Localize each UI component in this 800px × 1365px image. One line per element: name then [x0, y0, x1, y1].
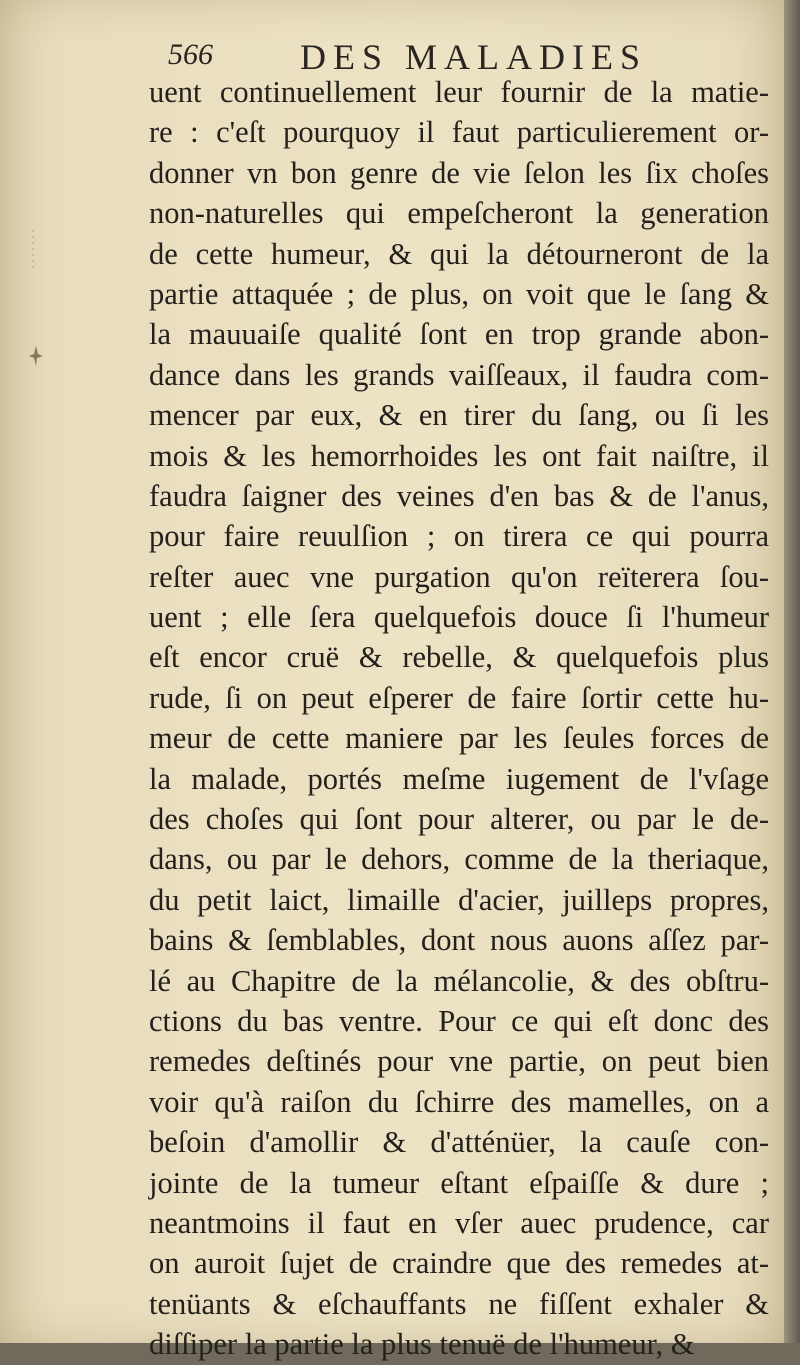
- text-line: voir qu'à raiſon du ſchirre des mamelles, on a: [149, 1084, 769, 1119]
- running-head: DES MALADIES: [300, 37, 648, 77]
- text-line: la mauuaiſe qualité ſont en trop grande abon-: [149, 317, 769, 352]
- text-line: remedes deſtinés pour vne partie, on peut bien: [149, 1044, 769, 1079]
- text-line: jointe de la tumeur eſtant eſpaiſſe & dure ;: [149, 1165, 769, 1200]
- book-gutter-edge: [784, 0, 800, 1343]
- text-line: on auroit ſujet de craindre que des remedes at-: [149, 1246, 769, 1281]
- text-line: uent continuellement leur fournir de la matie-: [149, 75, 769, 109]
- body-text: [149, 72, 769, 1365]
- text-line: diſſiper la partie la plus tenuë de l'humeur, &: [149, 1327, 695, 1362]
- text-line: lé au Chapitre de la mélancolie, & des obſtru-: [149, 963, 769, 998]
- text-line: ctions du bas ventre. Pour ce qui eſt donc des: [149, 1003, 769, 1038]
- text-line: neantmoins il faut en vſer auec prudence, car: [149, 1205, 769, 1240]
- text-line: bains & ſemblables, dont nous auons aſſez par-: [149, 923, 769, 958]
- text-line: non-naturelles qui empeſcheront la generation: [149, 196, 769, 231]
- text-line: des choſes qui ſont pour alterer, ou par le de-: [149, 802, 769, 837]
- text-line: re : c'eſt pourquoy il faut particulierement or-: [149, 115, 769, 150]
- text-line: reſter auec vne purgation qu'on reïterera ſou-: [149, 559, 769, 594]
- text-line: mencer par eux, & en tirer du ſang, ou ſi les: [149, 398, 769, 433]
- text-line: eſt encor cruë & rebelle, & quelquefois plus: [149, 640, 769, 675]
- text-line: dance dans les grands vaiſſeaux, il faudra com-: [149, 357, 769, 392]
- text-line: mois & les hemorrhoides les ont fait naiſtre, il: [149, 438, 769, 473]
- text-line: meur de cette maniere par les ſeules forces de: [149, 721, 769, 756]
- text-line: de cette humeur, & qui la détourneront de la: [149, 236, 769, 271]
- margin-ink-trace: [30, 230, 36, 270]
- text-line: pour faire reuulſion ; on tirera ce qui pourra: [149, 519, 769, 554]
- text-line: faudra ſaigner des veines d'en bas & de l'anus,: [149, 478, 769, 513]
- page-number: 566: [168, 38, 213, 71]
- text-line: partie attaquée ; de plus, on voit que le ſang &: [149, 276, 769, 311]
- text-line: beſoin d'amollir & d'atténüer, la cauſe con-: [149, 1125, 769, 1160]
- text-line: dans, ou par le dehors, comme de la theriaque,: [149, 842, 769, 877]
- text-line: donner vn bon genre de vie ſelon les ſix choſes: [149, 155, 769, 190]
- text-line: tenüants & eſchauffants ne fiſſent exhaler &: [149, 1286, 769, 1321]
- page-header: [168, 30, 768, 78]
- text-line: la malade, portés meſme iugement de l'vſage: [149, 761, 769, 796]
- text-line: rude, ſi on peut eſperer de faire ſortir cette hu-: [149, 680, 769, 715]
- text-line: uent ; elle ſera quelquefois douce ſi l'humeur: [149, 600, 769, 635]
- text-line: du petit laict, limaille d'acier, juilleps propres,: [149, 882, 769, 917]
- margin-annotation-mark: [28, 345, 44, 367]
